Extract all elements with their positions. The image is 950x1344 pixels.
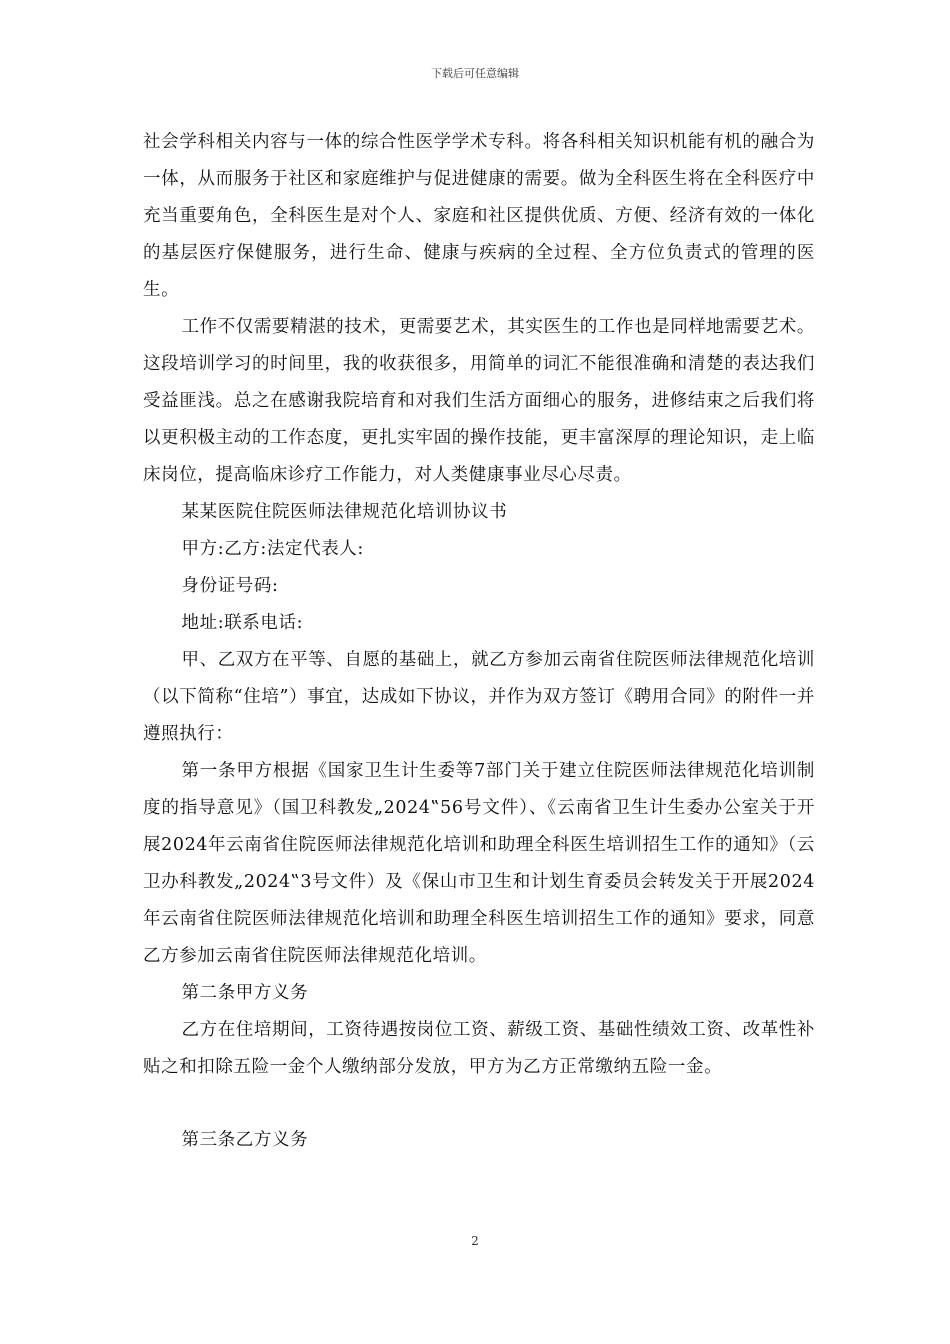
agreement-title: 某某医院住院医师法律规范化培训协议书 (181, 502, 508, 522)
paragraph: 工作不仅需要精湛的技术，更需要艺术，其实医生的工作也是同样地需要艺术。这段培训学习的时间里，我的收获很多，用简单的词汇不能很准确和清楚的表达我们受益匪浅。总之在感谢我院培育和对我们生活方面细心的服务，进修结束之后我们将以更积极主动的工作态度，更扎实牢固的操作技能，更丰富深厚的理论知识，走上临床岗位，提高临床诊疗工作能力，对人类健康事业尽心尽责。 (143, 317, 815, 485)
page-header: 下载后可任意编辑 (431, 67, 519, 80)
page-number: 2 (471, 1234, 479, 1248)
paragraph: 乙方在住培期间，工资待遇按岗位工资、薪级工资、基础性绩效工资、改革性补贴之和扣除五险一金个人缴纳部分发放，甲方为乙方正常缴纳五险一金。 (143, 1020, 815, 1077)
document-body (143, 124, 815, 1159)
address-line: 地址:联系电话: (181, 613, 304, 633)
article-1: 第一条甲方根据《国家卫生计生委等7部门关于建立住院医师法律规范化培训制度的指导意见》（国卫科教发„2024‟56号文件）、《云南省卫生计生委办公室关于开展2024年云南省住院医师法律规范化培训和助理全科医生培训招生工作的通知》（云卫办科教发„2024‟3号文件）及《保山市卫生和计划生育委员会转发关于开展2024年云南省住院医师法律规范化培训和助理全科医生培训招生工作的通知》要求，同意乙方参加云南省住院医师法律规范化培训。 (143, 761, 815, 966)
article-2-heading: 第二条甲方义务 (181, 983, 309, 1003)
id-number-line: 身份证号码: (181, 576, 279, 596)
article-3-heading: 第三条乙方义务 (181, 1130, 309, 1150)
paragraph: 甲、乙双方在平等、自愿的基础上，就乙方参加云南省住院医师法律规范化培训（以下简称“住培”）事宜，达成如下协议，并作为双方签订《聘用合同》的附件一并遵照执行： (143, 650, 815, 744)
party-line: 甲方:乙方:法定代表人: (181, 539, 364, 559)
paragraph: 社会学科相关内容与一体的综合性医学学术专科。将各科相关知识机能有机的融合为一体，从而服务于社区和家庭维护与促进健康的需要。做为全科医生将在全科医疗中充当重要角色，全科医生是对个人、家庭和社区提供优质、方便、经济有效的一体化的基层医疗保健服务，进行生命、健康与疾病的全过程、全方位负责式的管理的医生。 (143, 132, 815, 300)
